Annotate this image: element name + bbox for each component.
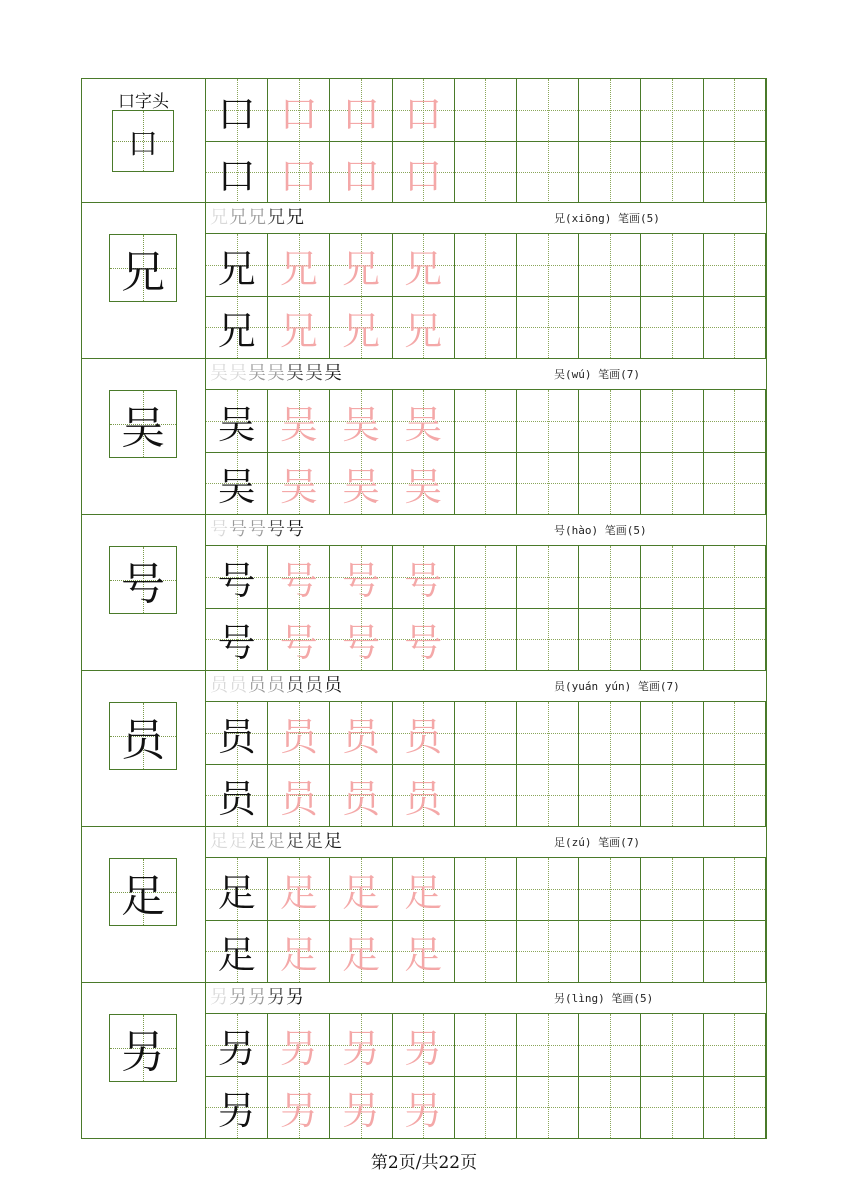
stroke-order xyxy=(210,518,305,542)
trace-char: 口 xyxy=(279,91,318,136)
stroke-step: 员 xyxy=(267,675,285,696)
practice-cell xyxy=(641,546,703,608)
practice-cell xyxy=(704,920,766,982)
stroke-step: 足 xyxy=(229,831,247,852)
practice-cell xyxy=(579,1076,641,1138)
trace-char: 号 xyxy=(404,558,443,603)
stroke-step: 兄 xyxy=(210,207,228,228)
practice-cell xyxy=(579,920,641,982)
practice-cell xyxy=(330,764,392,826)
practice-cell xyxy=(330,702,392,764)
model-char: 吴 xyxy=(217,464,256,509)
practice-cell xyxy=(641,1076,703,1138)
practice-cell xyxy=(393,390,455,452)
char-block xyxy=(81,202,767,359)
trace-char: 号 xyxy=(341,558,380,603)
char-left xyxy=(82,983,206,1138)
stroke-step: 足 xyxy=(324,831,342,852)
stroke-step: 足 xyxy=(305,831,323,852)
practice-cell xyxy=(579,858,641,920)
stroke-info: 另(lìng) 笔画(5) xyxy=(554,992,654,1005)
radical-title: 口字头 xyxy=(118,92,169,112)
practice-cell xyxy=(455,79,517,141)
stroke-step: 吴 xyxy=(324,363,342,384)
practice-cell xyxy=(579,141,641,203)
char-model-char: 兄 xyxy=(121,247,165,298)
model-char: 兄 xyxy=(217,308,256,353)
model-char: 口 xyxy=(217,91,256,136)
practice-cell xyxy=(330,1014,392,1076)
trace-char: 另 xyxy=(341,1026,380,1071)
char-grid xyxy=(206,359,766,514)
practice-cell xyxy=(641,79,703,141)
practice-cell xyxy=(641,234,703,296)
char-block xyxy=(81,514,767,671)
trace-char: 号 xyxy=(279,558,318,603)
practice-row xyxy=(206,296,766,358)
trace-char: 员 xyxy=(341,776,380,821)
trace-char: 足 xyxy=(404,932,443,977)
practice-cell xyxy=(517,608,579,670)
model-char: 员 xyxy=(217,776,256,821)
practice-row xyxy=(206,764,766,826)
char-block xyxy=(81,670,767,827)
stroke-order-row xyxy=(206,671,766,702)
practice-cell xyxy=(704,546,766,608)
practice-cell xyxy=(206,764,268,826)
char-model-char: 员 xyxy=(121,715,165,766)
practice-cell xyxy=(517,234,579,296)
practice-cell xyxy=(330,1076,392,1138)
practice-cell xyxy=(206,296,268,358)
practice-cell xyxy=(517,452,579,514)
stroke-order-row xyxy=(206,827,766,858)
practice-cell xyxy=(704,390,766,452)
practice-cell xyxy=(268,764,330,826)
practice-cell xyxy=(579,296,641,358)
char-model-box xyxy=(109,546,177,614)
practice-row xyxy=(206,1014,766,1076)
char-grid xyxy=(206,983,766,1138)
practice-cell xyxy=(393,79,455,141)
practice-cell xyxy=(704,452,766,514)
practice-cell xyxy=(330,858,392,920)
practice-cell xyxy=(393,702,455,764)
trace-char: 另 xyxy=(279,1026,318,1071)
practice-cell xyxy=(704,764,766,826)
practice-cell xyxy=(268,234,330,296)
practice-cell xyxy=(704,141,766,203)
practice-cell xyxy=(455,702,517,764)
stroke-step: 员 xyxy=(286,675,304,696)
stroke-order xyxy=(210,986,305,1010)
char-model-box xyxy=(109,234,177,302)
practice-cell xyxy=(393,1076,455,1138)
stroke-step: 吴 xyxy=(229,363,247,384)
stroke-step: 兄 xyxy=(286,207,304,228)
trace-char: 员 xyxy=(279,714,318,759)
practice-cell xyxy=(268,452,330,514)
practice-cell xyxy=(517,858,579,920)
practice-cell xyxy=(268,546,330,608)
stroke-step: 足 xyxy=(248,831,266,852)
stroke-order-row xyxy=(206,515,766,546)
char-left xyxy=(82,827,206,982)
trace-char: 另 xyxy=(279,1088,318,1133)
model-char: 兄 xyxy=(217,246,256,291)
practice-cell xyxy=(330,546,392,608)
practice-sheet xyxy=(81,78,767,1139)
practice-cell xyxy=(393,452,455,514)
practice-cell xyxy=(268,702,330,764)
char-block xyxy=(81,826,767,983)
practice-cell xyxy=(579,452,641,514)
trace-char: 兄 xyxy=(404,246,443,291)
practice-cell xyxy=(455,546,517,608)
practice-cell xyxy=(393,546,455,608)
stroke-step: 另 xyxy=(229,987,247,1008)
radical-left xyxy=(82,79,206,202)
practice-cell xyxy=(641,702,703,764)
char-model-box xyxy=(109,858,177,926)
practice-cell xyxy=(268,920,330,982)
practice-row xyxy=(206,702,766,764)
practice-cell xyxy=(579,234,641,296)
trace-char: 足 xyxy=(279,932,318,977)
trace-char: 吴 xyxy=(404,402,443,447)
char-left xyxy=(82,203,206,358)
trace-char: 口 xyxy=(279,153,318,198)
practice-cell xyxy=(330,141,392,203)
stroke-step: 吴 xyxy=(267,363,285,384)
practice-cell xyxy=(517,1014,579,1076)
practice-cell xyxy=(704,858,766,920)
practice-cell xyxy=(330,452,392,514)
trace-char: 号 xyxy=(341,620,380,665)
stroke-step: 号 xyxy=(267,519,285,540)
practice-cell xyxy=(579,608,641,670)
trace-char: 另 xyxy=(404,1088,443,1133)
stroke-step: 兄 xyxy=(248,207,266,228)
model-char: 另 xyxy=(217,1088,256,1133)
practice-cell xyxy=(393,234,455,296)
practice-cell xyxy=(206,608,268,670)
char-grid xyxy=(206,203,766,358)
char-grid xyxy=(206,515,766,670)
char-model-box xyxy=(109,1014,177,1082)
practice-cell xyxy=(517,390,579,452)
practice-cell xyxy=(641,764,703,826)
practice-cell xyxy=(704,1014,766,1076)
practice-cell xyxy=(393,1014,455,1076)
stroke-step: 号 xyxy=(248,519,266,540)
practice-cell xyxy=(330,390,392,452)
trace-char: 员 xyxy=(341,714,380,759)
stroke-step: 另 xyxy=(248,987,266,1008)
practice-cell xyxy=(206,141,268,203)
practice-cell xyxy=(704,1076,766,1138)
model-char: 吴 xyxy=(217,402,256,447)
practice-cell xyxy=(206,79,268,141)
stroke-step: 员 xyxy=(305,675,323,696)
stroke-step: 号 xyxy=(286,519,304,540)
trace-char: 吴 xyxy=(404,464,443,509)
practice-cell xyxy=(268,79,330,141)
stroke-order-row xyxy=(206,983,766,1014)
char-block xyxy=(81,358,767,515)
practice-cell xyxy=(704,702,766,764)
practice-cell xyxy=(393,858,455,920)
stroke-order-row xyxy=(206,203,766,234)
model-char: 号 xyxy=(217,558,256,603)
stroke-order-row xyxy=(206,359,766,390)
practice-row xyxy=(206,452,766,514)
trace-char: 另 xyxy=(341,1088,380,1133)
stroke-step: 吴 xyxy=(248,363,266,384)
trace-char: 足 xyxy=(341,932,380,977)
char-grid xyxy=(206,671,766,826)
practice-cell xyxy=(206,390,268,452)
practice-cell xyxy=(579,79,641,141)
stroke-step: 足 xyxy=(267,831,285,852)
stroke-order xyxy=(210,206,305,230)
model-char: 员 xyxy=(217,714,256,759)
practice-cell xyxy=(393,141,455,203)
practice-row xyxy=(206,79,766,141)
trace-char: 兄 xyxy=(341,308,380,353)
char-model-char: 号 xyxy=(121,559,165,610)
trace-char: 号 xyxy=(279,620,318,665)
stroke-info: 号(hào) 笔画(5) xyxy=(554,524,647,537)
practice-row xyxy=(206,234,766,296)
practice-cell xyxy=(641,452,703,514)
model-char: 足 xyxy=(217,870,256,915)
practice-cell xyxy=(455,296,517,358)
practice-cell xyxy=(268,390,330,452)
practice-cell xyxy=(206,452,268,514)
practice-row xyxy=(206,608,766,670)
stroke-step: 另 xyxy=(267,987,285,1008)
practice-cell xyxy=(330,608,392,670)
char-model-box xyxy=(109,390,177,458)
practice-cell xyxy=(579,546,641,608)
trace-char: 吴 xyxy=(341,464,380,509)
practice-cell xyxy=(330,296,392,358)
practice-row xyxy=(206,920,766,982)
radical-block xyxy=(81,78,767,203)
practice-cell xyxy=(268,1014,330,1076)
trace-char: 足 xyxy=(341,870,380,915)
practice-cell xyxy=(579,1014,641,1076)
stroke-step: 足 xyxy=(210,831,228,852)
char-left xyxy=(82,515,206,670)
stroke-info: 吴(wú) 笔画(7) xyxy=(554,368,640,381)
practice-cell xyxy=(268,141,330,203)
stroke-step: 员 xyxy=(210,675,228,696)
radical-model-char: 口 xyxy=(128,127,158,162)
model-char: 足 xyxy=(217,932,256,977)
practice-cell xyxy=(455,858,517,920)
stroke-step: 员 xyxy=(324,675,342,696)
practice-cell xyxy=(268,858,330,920)
char-model-char: 另 xyxy=(121,1027,165,1078)
practice-cell xyxy=(641,141,703,203)
practice-cell xyxy=(517,920,579,982)
practice-cell xyxy=(330,920,392,982)
practice-row xyxy=(206,141,766,203)
trace-char: 口 xyxy=(341,91,380,136)
practice-cell xyxy=(517,296,579,358)
practice-cell xyxy=(517,764,579,826)
practice-cell xyxy=(641,390,703,452)
stroke-step: 吴 xyxy=(305,363,323,384)
radical-grid xyxy=(206,79,766,202)
practice-cell xyxy=(455,452,517,514)
practice-cell xyxy=(455,1076,517,1138)
radical-model-box xyxy=(112,110,174,172)
practice-cell xyxy=(704,296,766,358)
practice-cell xyxy=(393,764,455,826)
trace-char: 号 xyxy=(404,620,443,665)
stroke-step: 兄 xyxy=(229,207,247,228)
practice-cell xyxy=(455,390,517,452)
trace-char: 兄 xyxy=(279,246,318,291)
practice-cell xyxy=(206,234,268,296)
practice-cell xyxy=(330,79,392,141)
practice-cell xyxy=(704,608,766,670)
practice-cell xyxy=(704,79,766,141)
practice-cell xyxy=(641,1014,703,1076)
trace-char: 足 xyxy=(279,870,318,915)
practice-cell xyxy=(517,141,579,203)
practice-cell xyxy=(579,390,641,452)
trace-char: 口 xyxy=(404,153,443,198)
practice-cell xyxy=(268,1076,330,1138)
char-left xyxy=(82,359,206,514)
stroke-info: 足(zú) 笔画(7) xyxy=(554,836,640,849)
practice-cell xyxy=(455,1014,517,1076)
char-model-char: 吴 xyxy=(121,403,165,454)
practice-cell xyxy=(206,858,268,920)
char-grid xyxy=(206,827,766,982)
practice-cell xyxy=(393,920,455,982)
practice-row xyxy=(206,1076,766,1138)
trace-char: 足 xyxy=(404,870,443,915)
stroke-order xyxy=(210,362,343,386)
practice-cell xyxy=(517,79,579,141)
page-footer: 第2页/共22页 xyxy=(370,1153,478,1173)
stroke-step: 另 xyxy=(286,987,304,1008)
practice-cell xyxy=(268,296,330,358)
trace-char: 兄 xyxy=(404,308,443,353)
practice-cell xyxy=(704,234,766,296)
trace-char: 兄 xyxy=(341,246,380,291)
stroke-step: 号 xyxy=(229,519,247,540)
stroke-step: 兄 xyxy=(267,207,285,228)
practice-cell xyxy=(393,608,455,670)
model-char: 号 xyxy=(217,620,256,665)
practice-cell xyxy=(517,702,579,764)
practice-cell xyxy=(579,764,641,826)
practice-cell xyxy=(517,1076,579,1138)
practice-cell xyxy=(206,920,268,982)
practice-cell xyxy=(455,764,517,826)
practice-cell xyxy=(641,608,703,670)
practice-cell xyxy=(455,920,517,982)
practice-row xyxy=(206,390,766,452)
trace-char: 另 xyxy=(404,1026,443,1071)
stroke-info: 兄(xiōng) 笔画(5) xyxy=(554,212,660,225)
stroke-step: 吴 xyxy=(210,363,228,384)
stroke-step: 号 xyxy=(210,519,228,540)
practice-row xyxy=(206,546,766,608)
practice-cell xyxy=(268,608,330,670)
trace-char: 员 xyxy=(279,776,318,821)
practice-cell xyxy=(517,546,579,608)
stroke-step: 足 xyxy=(286,831,304,852)
trace-char: 兄 xyxy=(279,308,318,353)
char-left xyxy=(82,671,206,826)
practice-cell xyxy=(641,296,703,358)
practice-cell xyxy=(393,296,455,358)
stroke-order xyxy=(210,830,343,854)
practice-cell xyxy=(641,858,703,920)
stroke-order xyxy=(210,674,343,698)
stroke-step: 吴 xyxy=(286,363,304,384)
practice-cell xyxy=(206,546,268,608)
model-char: 另 xyxy=(217,1026,256,1071)
practice-row xyxy=(206,858,766,920)
char-model-char: 足 xyxy=(121,871,165,922)
stroke-step: 另 xyxy=(210,987,228,1008)
practice-cell xyxy=(455,141,517,203)
trace-char: 吴 xyxy=(279,464,318,509)
trace-char: 口 xyxy=(341,153,380,198)
stroke-step: 员 xyxy=(248,675,266,696)
practice-cell xyxy=(455,608,517,670)
practice-cell xyxy=(330,234,392,296)
practice-cell xyxy=(455,234,517,296)
trace-char: 口 xyxy=(404,91,443,136)
practice-cell xyxy=(641,920,703,982)
practice-cell xyxy=(579,702,641,764)
char-block xyxy=(81,982,767,1139)
model-char: 口 xyxy=(217,153,256,198)
trace-char: 员 xyxy=(404,714,443,759)
stroke-step: 员 xyxy=(229,675,247,696)
practice-cell xyxy=(206,702,268,764)
trace-char: 吴 xyxy=(341,402,380,447)
char-model-box xyxy=(109,702,177,770)
practice-cell xyxy=(206,1014,268,1076)
practice-cell xyxy=(206,1076,268,1138)
trace-char: 吴 xyxy=(279,402,318,447)
trace-char: 员 xyxy=(404,776,443,821)
stroke-info: 员(yuán yún) 笔画(7) xyxy=(554,680,680,693)
